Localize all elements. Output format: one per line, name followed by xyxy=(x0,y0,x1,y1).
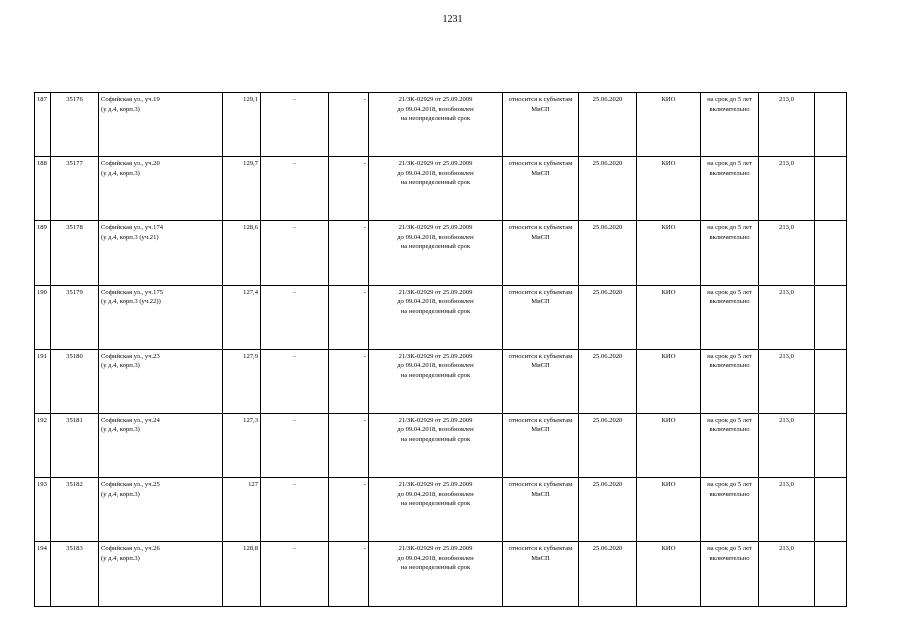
authority xyxy=(637,349,701,413)
authority-line: КИО xyxy=(661,352,676,360)
contract-info-line: до 09.04.2018, возобновлен xyxy=(397,169,474,177)
dash-column-1-line: - xyxy=(293,352,296,360)
empty-cell xyxy=(815,157,847,221)
authority-line: КИО xyxy=(661,96,676,103)
empty-cell xyxy=(815,221,847,285)
smsp-status xyxy=(503,478,579,542)
smsp-status-line: МиСП xyxy=(531,298,550,306)
address-line: (у д.4, корп.3) xyxy=(101,362,140,370)
object-id xyxy=(51,221,99,285)
address-line: (у д.4, корп.3 (уч.22)) xyxy=(101,298,161,306)
dash-column-2-line: - xyxy=(363,96,366,103)
table-row xyxy=(35,93,847,157)
decision-date xyxy=(579,413,637,477)
authority xyxy=(637,157,701,221)
object-id-line: 35180 xyxy=(66,352,83,360)
dash-column-2-line: - xyxy=(363,352,366,360)
dash-column-1-line: - xyxy=(293,288,296,296)
lease-term xyxy=(701,285,759,349)
lease-term-line: включительно xyxy=(709,105,750,113)
object-id-line: 35182 xyxy=(66,481,83,489)
object-id-line: 35183 xyxy=(66,545,83,553)
area-line: 127,9 xyxy=(243,352,258,360)
smsp-status-line: относится к субъектам xyxy=(508,224,573,232)
dash-column-2 xyxy=(329,285,369,349)
dash-column-1-line: - xyxy=(293,160,296,168)
smsp-status xyxy=(503,349,579,413)
decision-date-line: 25.06.2020 xyxy=(592,288,623,296)
dash-column-1-line: - xyxy=(293,416,296,424)
decision-date xyxy=(579,542,637,606)
lease-term xyxy=(701,349,759,413)
lease-term-line: включительно xyxy=(709,554,750,562)
lease-term xyxy=(701,221,759,285)
contract-info-line: на неопределенный срок xyxy=(400,564,471,572)
dash-column-2 xyxy=(329,542,369,606)
dash-column-1 xyxy=(261,285,329,349)
dash-column-2-line: - xyxy=(363,288,366,296)
authority xyxy=(637,285,701,349)
contract-info xyxy=(369,285,503,349)
lease-term xyxy=(701,157,759,221)
contract-info-line: на неопределенный срок xyxy=(400,179,471,187)
decision-date-line: 25.06.2020 xyxy=(592,352,623,360)
smsp-status-line: МиСП xyxy=(531,169,550,177)
smsp-status xyxy=(503,93,579,157)
rate-value-line: 213,0 xyxy=(779,416,794,424)
decision-date-line: 25.06.2020 xyxy=(592,224,623,232)
object-id-line: 35181 xyxy=(66,416,83,424)
contract-info xyxy=(369,542,503,606)
area-line: 127,3 xyxy=(243,416,258,424)
empty-cell xyxy=(815,478,847,542)
contract-info-line: на неопределенный срок xyxy=(400,307,471,315)
row-number-line: 187 xyxy=(37,96,47,103)
lease-term-line: на срок до 5 лет xyxy=(707,288,752,296)
table-row xyxy=(35,221,847,285)
contract-info-line: на неопределенный срок xyxy=(400,435,471,443)
smsp-status xyxy=(503,221,579,285)
rate-value-line: 213,0 xyxy=(779,224,794,232)
contract-info-line: до 09.04.2018, возобновлен xyxy=(397,490,474,498)
contract-info xyxy=(369,221,503,285)
rate-value xyxy=(759,93,815,157)
lease-term-line: включительно xyxy=(709,362,750,370)
contract-info-line: до 09.04.2018, возобновлен xyxy=(397,105,474,113)
decision-date-line: 25.06.2020 xyxy=(592,545,623,553)
rate-value-line: 213,0 xyxy=(779,352,794,360)
address xyxy=(99,93,223,157)
contract-info xyxy=(369,93,503,157)
smsp-status-line: МиСП xyxy=(531,426,550,434)
smsp-status-line: относится к субъектам xyxy=(508,545,573,553)
dash-column-2-line: - xyxy=(363,224,366,232)
dash-column-1 xyxy=(261,221,329,285)
lease-term-line: включительно xyxy=(709,298,750,306)
decision-date xyxy=(579,285,637,349)
address-line: (у д.4, корп.3 (уч.21) xyxy=(101,233,159,241)
address-line: Софийская ул., уч.23 xyxy=(101,352,160,360)
lease-term-line: на срок до 5 лет xyxy=(707,416,752,424)
row-number xyxy=(35,285,51,349)
authority-line: КИО xyxy=(661,481,676,489)
decision-date-line: 25.06.2020 xyxy=(592,160,623,168)
object-id-line: 35179 xyxy=(66,288,83,296)
area xyxy=(223,93,261,157)
address-line: (у д.4, корп.3) xyxy=(101,105,140,113)
area-line: 129,1 xyxy=(243,96,258,103)
object-id xyxy=(51,285,99,349)
contract-info-line: 21/ЗК-02929 от 25.09.2009 xyxy=(398,288,473,296)
address-line: Софийская ул., уч.26 xyxy=(101,545,160,553)
area xyxy=(223,285,261,349)
address-line: Софийская ул., уч.19 xyxy=(101,96,160,103)
smsp-status-line: относится к субъектам xyxy=(508,160,573,168)
rate-value xyxy=(759,413,815,477)
decision-date-line: 25.06.2020 xyxy=(592,481,623,489)
dash-column-1 xyxy=(261,542,329,606)
area-line: 128,6 xyxy=(243,224,258,232)
contract-info-line: на неопределенный срок xyxy=(400,371,471,379)
rate-value xyxy=(759,221,815,285)
authority-line: КИО xyxy=(661,545,676,553)
area xyxy=(223,349,261,413)
dash-column-1-line: - xyxy=(293,224,296,232)
table-row xyxy=(35,285,847,349)
empty-cell xyxy=(815,285,847,349)
lease-term-line: на срок до 5 лет xyxy=(707,160,752,168)
rate-value xyxy=(759,157,815,221)
lease-term xyxy=(701,93,759,157)
authority xyxy=(637,93,701,157)
smsp-status-line: МиСП xyxy=(531,105,550,113)
empty-cell xyxy=(815,349,847,413)
dash-column-2-line: - xyxy=(363,416,366,424)
contract-info-line: 21/ЗК-02929 от 25.09.2009 xyxy=(398,545,473,553)
row-number xyxy=(35,413,51,477)
object-id xyxy=(51,478,99,542)
address xyxy=(99,349,223,413)
contract-info-line: на неопределенный срок xyxy=(400,243,471,251)
object-id xyxy=(51,93,99,157)
rate-value-line: 213,0 xyxy=(779,288,794,296)
dash-column-1 xyxy=(261,93,329,157)
address-line: (у д.4, корп.3) xyxy=(101,426,140,434)
rate-value xyxy=(759,285,815,349)
lease-term-line: включительно xyxy=(709,490,750,498)
lease-term-line: включительно xyxy=(709,233,750,241)
decision-date xyxy=(579,478,637,542)
row-number xyxy=(35,349,51,413)
dash-column-2 xyxy=(329,157,369,221)
address xyxy=(99,157,223,221)
address xyxy=(99,221,223,285)
address-line: (у д.4, корп.3) xyxy=(101,490,140,498)
table-row xyxy=(35,157,847,221)
authority-line: КИО xyxy=(661,160,676,168)
lease-term-line: на срок до 5 лет xyxy=(707,352,752,360)
decision-date xyxy=(579,93,637,157)
lease-term-line: на срок до 5 лет xyxy=(707,96,752,103)
decision-date-line: 25.06.2020 xyxy=(592,96,623,103)
lease-term-line: включительно xyxy=(709,426,750,434)
contract-info-line: 21/ЗК-02929 от 25.09.2009 xyxy=(398,352,473,360)
address-line: Софийская ул., уч.175 xyxy=(101,288,164,296)
smsp-status xyxy=(503,542,579,606)
dash-column-2 xyxy=(329,413,369,477)
smsp-status-line: относится к субъектам xyxy=(508,96,573,103)
address-line: (у д.4, корп.3) xyxy=(101,169,140,177)
contract-info-line: на неопределенный срок xyxy=(400,115,471,122)
register-table xyxy=(34,92,847,607)
contract-info-line: 21/ЗК-02929 от 25.09.2009 xyxy=(398,224,473,232)
smsp-status xyxy=(503,285,579,349)
lease-term-line: на срок до 5 лет xyxy=(707,545,752,553)
object-id xyxy=(51,157,99,221)
rate-value-line: 213,0 xyxy=(779,160,794,168)
object-id xyxy=(51,349,99,413)
lease-term-line: на срок до 5 лет xyxy=(707,224,752,232)
contract-info-line: до 09.04.2018, возобновлен xyxy=(397,554,474,562)
table-row xyxy=(35,349,847,413)
dash-column-1 xyxy=(261,413,329,477)
contract-info-line: до 09.04.2018, возобновлен xyxy=(397,298,474,306)
contract-info-line: до 09.04.2018, возобновлен xyxy=(397,233,474,241)
area xyxy=(223,478,261,542)
address-line: Софийская ул., уч.25 xyxy=(101,481,160,489)
rate-value-line: 213,0 xyxy=(779,545,794,553)
dash-column-2-line: - xyxy=(363,545,366,553)
authority-line: КИО xyxy=(661,224,676,232)
dash-column-1-line: - xyxy=(293,545,296,553)
lease-term xyxy=(701,542,759,606)
contract-info-line: 21/ЗК-02929 от 25.09.2009 xyxy=(398,416,473,424)
dash-column-1-line: - xyxy=(293,96,296,103)
smsp-status-line: МиСП xyxy=(531,490,550,498)
address xyxy=(99,542,223,606)
authority xyxy=(637,478,701,542)
register-table-body xyxy=(35,93,847,607)
area xyxy=(223,542,261,606)
address-line: (у д.4, корп.3) xyxy=(101,554,140,562)
row-number-line: 190 xyxy=(37,288,47,296)
authority-line: КИО xyxy=(661,416,676,424)
decision-date xyxy=(579,157,637,221)
dash-column-1 xyxy=(261,349,329,413)
decision-date-line: 25.06.2020 xyxy=(592,416,623,424)
lease-term-line: на срок до 5 лет xyxy=(707,481,752,489)
row-number-line: 194 xyxy=(37,545,47,553)
page-number: 1231 xyxy=(442,14,463,25)
address xyxy=(99,285,223,349)
object-id xyxy=(51,542,99,606)
rate-value xyxy=(759,349,815,413)
dash-column-2 xyxy=(329,478,369,542)
area-line: 127,4 xyxy=(243,288,258,296)
address xyxy=(99,478,223,542)
authority-line: КИО xyxy=(661,288,676,296)
row-number-line: 189 xyxy=(37,224,47,232)
table-row xyxy=(35,542,847,606)
rate-value xyxy=(759,542,815,606)
row-number xyxy=(35,157,51,221)
authority xyxy=(637,413,701,477)
contract-info-line: 21/ЗК-02929 от 25.09.2009 xyxy=(398,481,473,489)
contract-info-line: 21/ЗК-02929 от 25.09.2009 xyxy=(398,96,473,103)
empty-cell xyxy=(815,542,847,606)
rate-value-line: 213,0 xyxy=(779,96,794,103)
address-line: Софийская ул., уч.174 xyxy=(101,224,164,232)
area-line: 127 xyxy=(248,481,258,489)
contract-info xyxy=(369,413,503,477)
contract-info xyxy=(369,157,503,221)
contract-info-line: на неопределенный срок xyxy=(400,500,471,508)
address-line: Софийская ул., уч.20 xyxy=(101,160,160,168)
smsp-status-line: МиСП xyxy=(531,554,550,562)
smsp-status-line: относится к субъектам xyxy=(508,352,573,360)
dash-column-1-line: - xyxy=(293,481,296,489)
contract-info-line: до 09.04.2018, возобновлен xyxy=(397,426,474,434)
object-id xyxy=(51,413,99,477)
table-row xyxy=(35,478,847,542)
dash-column-2 xyxy=(329,93,369,157)
address xyxy=(99,413,223,477)
contract-info xyxy=(369,478,503,542)
row-number xyxy=(35,93,51,157)
smsp-status-line: МиСП xyxy=(531,362,550,370)
dash-column-2 xyxy=(329,349,369,413)
authority xyxy=(637,542,701,606)
row-number xyxy=(35,542,51,606)
dash-column-2-line: - xyxy=(363,160,366,168)
object-id-line: 35178 xyxy=(66,224,83,232)
row-number-line: 188 xyxy=(37,160,47,168)
row-number xyxy=(35,478,51,542)
empty-cell xyxy=(815,413,847,477)
lease-term-line: включительно xyxy=(709,169,750,177)
smsp-status-line: относится к субъектам xyxy=(508,481,573,489)
dash-column-2-line: - xyxy=(363,481,366,489)
object-id-line: 35177 xyxy=(66,160,83,168)
row-number-line: 191 xyxy=(37,352,47,360)
decision-date xyxy=(579,349,637,413)
smsp-status-line: МиСП xyxy=(531,233,550,241)
dash-column-2 xyxy=(329,221,369,285)
contract-info xyxy=(369,349,503,413)
smsp-status xyxy=(503,157,579,221)
contract-info-line: до 09.04.2018, возобновлен xyxy=(397,362,474,370)
rate-value-line: 213,0 xyxy=(779,481,794,489)
dash-column-1 xyxy=(261,478,329,542)
decision-date xyxy=(579,221,637,285)
area-line: 129,7 xyxy=(243,160,258,168)
contract-info-line: 21/ЗК-02929 от 25.09.2009 xyxy=(398,160,473,168)
area-line: 128,8 xyxy=(243,545,258,553)
lease-term xyxy=(701,413,759,477)
smsp-status xyxy=(503,413,579,477)
smsp-status-line: относится к субъектам xyxy=(508,288,573,296)
area xyxy=(223,157,261,221)
empty-cell xyxy=(815,93,847,157)
authority xyxy=(637,221,701,285)
table-row xyxy=(35,413,847,477)
area xyxy=(223,413,261,477)
rate-value xyxy=(759,478,815,542)
row-number-line: 193 xyxy=(37,481,47,489)
dash-column-1 xyxy=(261,157,329,221)
lease-term xyxy=(701,478,759,542)
smsp-status-line: относится к субъектам xyxy=(508,416,573,424)
area xyxy=(223,221,261,285)
object-id-line: 35176 xyxy=(66,96,83,103)
row-number-line: 192 xyxy=(37,416,47,424)
row-number xyxy=(35,221,51,285)
address-line: Софийская ул., уч.24 xyxy=(101,416,160,424)
